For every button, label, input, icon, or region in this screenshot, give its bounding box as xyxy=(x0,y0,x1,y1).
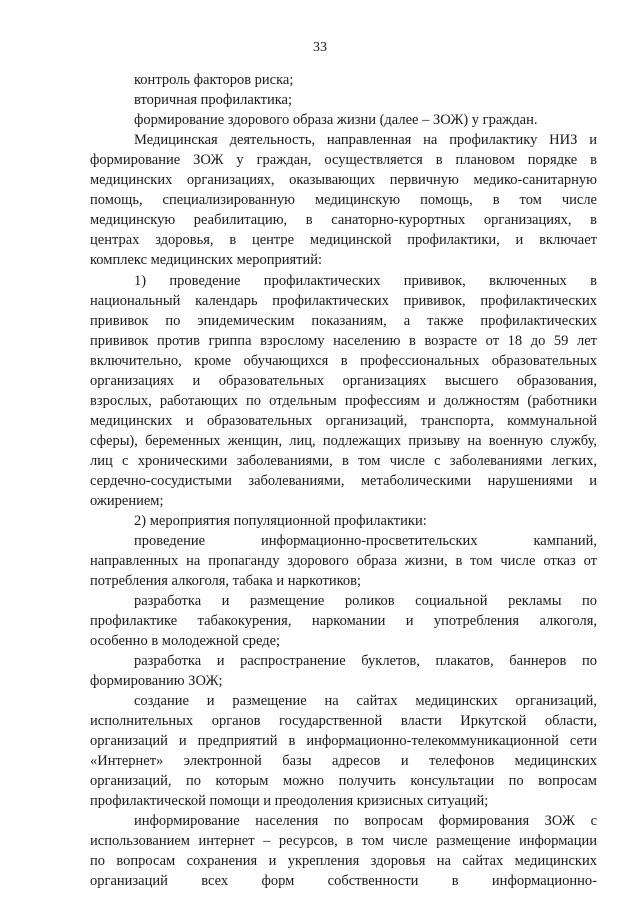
text-line: «Интернет» электронной базы адресов и телефонов медицинских xyxy=(90,753,597,769)
text-line: прививок против гриппа взрослому населению в возрасте от 18 до 59 лет xyxy=(90,333,597,349)
text-line: центрах здоровья, в центре медицинской профилактики, и включает xyxy=(90,232,597,248)
text-line: профилактической помощи и преодоления кризисных ситуаций; xyxy=(90,793,489,809)
text-line: по вопросам сохранения и укрепления здоровья на сайтах медицинских xyxy=(90,853,597,869)
text-line: комплекс медицинских мероприятий: xyxy=(90,252,323,268)
text-line: 2) мероприятия популяционной профилактики: xyxy=(134,513,427,529)
text-line: Медицинская деятельность, направленная на профилактику НИЗ и xyxy=(134,132,597,148)
text-line: разработка и размещение роликов социальной рекламы по xyxy=(134,593,597,609)
text-line: исполнительных органов государственной власти Иркутской области, xyxy=(90,713,597,729)
text-line: ожирением; xyxy=(90,493,164,509)
page-number: 33 xyxy=(313,40,327,55)
text-line: проведение информационно-просветительских кампаний, xyxy=(134,533,597,549)
text-line: профилактике табакокурения, наркомании и употребления алкоголя, xyxy=(90,613,597,629)
text-line: национальный календарь профилактических прививок, профилактических xyxy=(90,293,597,309)
text-line: помощь, специализированную медицинскую помощь, в том числе xyxy=(90,192,597,208)
text-line: информирование населения по вопросам формирования ЗОЖ с xyxy=(134,813,597,829)
text-line: организаций, по которым можно получить консультации по вопросам xyxy=(90,773,597,789)
text-line: медицинскую реабилитацию, в санаторно-курортных организациях, в xyxy=(90,212,597,228)
text-line: медицинских и образовательных организаций, транспорта, коммунальной xyxy=(90,413,597,429)
text-line: взрослых, работающих по отдельным профессиям и должностям (работники xyxy=(90,393,597,409)
text-line: 1) проведение профилактических прививок, включенных в xyxy=(134,273,597,289)
text-line: включительно, кроме обучающихся в профессиональных образовательных xyxy=(90,353,597,369)
text-line: организациях и образовательных организациях высшего образования, xyxy=(90,373,597,389)
text-line: использованием интернет – ресурсов, в том числе размещение информации xyxy=(90,833,597,849)
text-line: формированию ЗОЖ; xyxy=(90,673,223,689)
text-line: особенно в молодежной среде; xyxy=(90,633,281,649)
text-line: медицинских организациях, оказывающих первичную медико-санитарную xyxy=(90,172,597,188)
text-line: формирование ЗОЖ у граждан, осуществляется в плановом порядке в xyxy=(90,152,597,168)
text-line: направленных на пропаганду здорового образа жизни, в том числе отказ от xyxy=(90,553,597,569)
text-line: организаций всех форм собственности в информационно- xyxy=(90,873,597,889)
text-line: сферы), беременных женщин, лиц, подлежащих призыву на военную службу, xyxy=(90,433,597,449)
text-line: вторичная профилактика; xyxy=(134,92,292,108)
text-line: потребления алкоголя, табака и наркотиков; xyxy=(90,573,362,589)
text-line: создание и размещение на сайтах медицинских организаций, xyxy=(134,693,597,709)
text-line: организаций и предприятий в информационно-телекоммуникационной сети xyxy=(90,733,597,749)
text-line: сердечно-сосудистыми заболеваниями, метаболическими нарушениями и xyxy=(90,473,597,489)
text-line: лиц с хроническими заболеваниями, в том числе с заболеваниями легких, xyxy=(90,453,597,469)
text-line: прививок по эпидемическим показаниям, а также профилактических xyxy=(90,313,597,329)
text-line: контроль факторов риска; xyxy=(134,72,294,88)
text-line: формирование здорового образа жизни (далее – ЗОЖ) у граждан. xyxy=(134,112,538,128)
text-line: разработка и распространение буклетов, плакатов, баннеров по xyxy=(134,653,597,669)
